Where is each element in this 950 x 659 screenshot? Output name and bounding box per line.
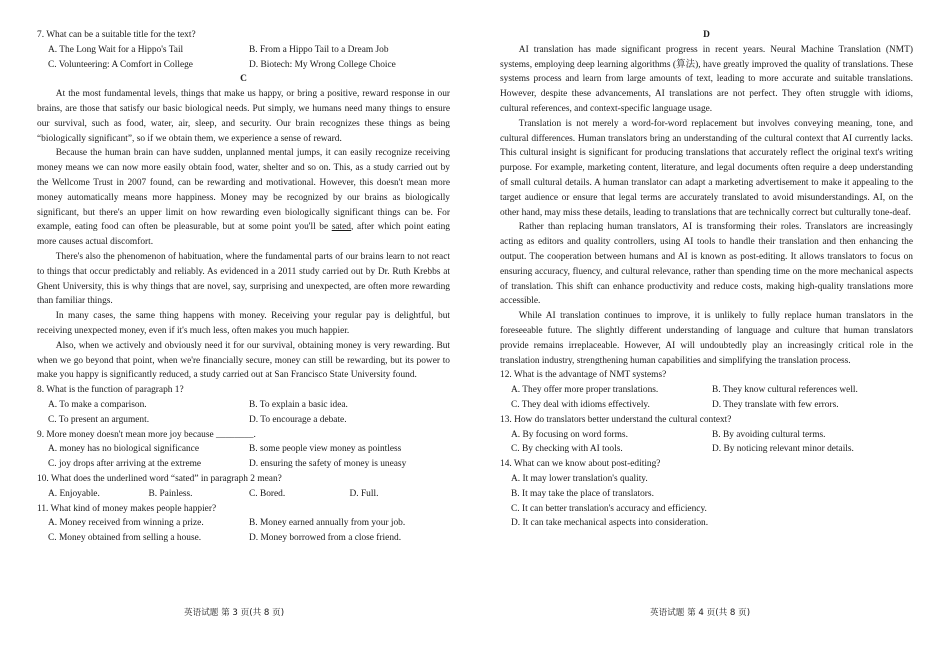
question-13: 13. How do translators better understand the cultural context? [500,414,732,425]
page-footer-right: 英语试题 第 4 页(共 8 页) [650,608,751,618]
question-11-option-c: C. Money obtained from selling a house. [48,533,202,544]
question-12: 12. What is the advantage of NMT systems? [500,370,667,381]
underlined-word-sated: sated [331,222,351,233]
question-14: 14. What can we know about post-editing? [500,459,661,470]
question-8-option-b: B. To explain a basic idea. [249,399,348,410]
question-8: 8. What is the function of paragraph 1? [37,385,184,396]
question-8-option-a: A. To make a comparison. [48,399,147,410]
question-7: 7. What can be a suitable title for the text? [37,30,196,40]
question-7-option-a: A. The Long Wait for a Hippo's Tail [48,44,184,55]
question-10-option-b: B. Painless. [148,488,193,499]
passage-c-paragraph-4: In many cases, the same thing happens with money. Receiving your regular pay is delightful, but receiving unexpected money, even if it's much less, often makes you much happier. [37,311,450,336]
question-10-options [37,487,450,502]
question-10-option-c: C. Bored. [249,488,286,499]
question-13-option-b: B. By avoiding cultural terms. [712,429,826,440]
question-9: 9. More money doesn't mean more joy because ________. [37,429,256,440]
paragraph-2-text-end: , after which point eating more causes actual discomfort. [37,222,450,248]
passage-d-paragraph-2: Translation is not merely a word-for-word replacement but involves conveying meaning, tone, and cultural differences. Human translators bring an understanding of the cultural context that AI currently lacks. This cultural insight is significant for producing translations that accurately reflect the original text's writing purpose. For example, marketing content, literature, and legal documents often require a deep understanding of small cultural details. A human translator can adapt a marketing advertisement to make it appealing to the target audience or ensure that legal terms are accurately translated to avoid misunderstandings. AI, on the other hand, may miss these details, leading to translations that are technically correct but culturally tone-deaf. [500,118,913,218]
passage-d-paragraph-4: While AI translation continues to improve, it is unlikely to fully replace human translators in the foreseeable future. The slightly different understanding of language and culture that human translators provide remains irreplaceable. However, AI will undoubtedly play an increasingly critical role in the translation industry, strengthening human capabilities and simplifying the translation process. [500,311,913,366]
question-7-option-b: B. From a Hippo Tail to a Dream Job [249,44,389,55]
question-12-option-a: A. They offer more proper translations. [511,385,659,396]
question-12-option-d: D. They translate with few errors. [712,399,839,410]
question-7-option-c: C. Volunteering: A Comfort in College [48,59,193,70]
question-14-option-c: C. It can better translation's accuracy and efficiency. [511,503,707,514]
question-11-options [37,516,450,546]
question-12-option-b: B. They know cultural references well. [712,385,858,396]
question-13-options [500,428,913,458]
question-13-option-d: D. By noticing relevant minor details. [712,444,854,455]
question-12-options [500,383,913,413]
question-8-option-d: D. To encourage a debate. [249,414,347,425]
question-8-option-c: C. To present an argument. [48,414,150,425]
passage-c-paragraph-2 [37,146,450,250]
question-10-option-d: D. Full. [349,488,379,499]
question-11: 11. What kind of money makes people happier? [37,503,217,514]
question-14-option-d: D. It can take mechanical aspects into consideration. [511,518,709,529]
question-9-option-b: B. some people view money as pointless [249,444,402,455]
question-7-options [37,43,450,73]
question-7-option-d: D. Biotech: My Wrong College Choice [249,59,396,70]
passage-d-paragraph-1: AI translation has made significant progress in recent years. Neural Machine Translation (NMT) systems, employing deep learning algorithms (算法), have greatly improved the quality of translations. These systems process and learn from large amounts of text, leading to more accurate and suitable translations. However, despite these advancements, AI translations are not perfect. They often struggle with idioms, cultural references, and context-specific language usage. [500,44,913,114]
question-11-option-b: B. Money earned annually from your job. [249,518,406,529]
right-page [500,28,913,531]
question-10-option-a: A. Enjoyable. [48,488,100,499]
page-footer-left: 英语试题 第 3 页(共 8 页) [184,608,285,618]
question-13-option-c: C. By checking with AI tools. [511,444,623,455]
question-14-option-b: B. It may take the place of translators. [511,488,654,499]
question-11-option-a: A. Money received from winning a prize. [48,518,204,529]
question-12-option-c: C. They deal with idioms effectively. [511,399,650,410]
question-14-option-a: A. It may lower translation's quality. [511,473,648,484]
passage-d-heading: D [703,30,710,40]
question-13-option-a: A. By focusing on word forms. [511,429,628,440]
passage-c-paragraph-5: Also, when we actively and obviously need it for our survival, obtaining money is very rewarding. But when we go beyond that point, when we're financially secure, money can still be rewarding, but its power to make you happy is significantly reduced, a study carried out at San Francisco State University found. [37,340,450,381]
passage-d-paragraph-3: Rather than replacing human translators, AI is transforming their roles. Translators are increasingly acting as editors and quality controllers, using AI tools to handle their translation and then enhancing the output. The cooperation between humans and AI is known as post-editing. It allows translators to focus on ensuring accuracy, fluency, and cultural relevance, rather than spending time on the more mechanical aspects of translation. This shift can enhance productivity and reduce costs, making high-quality translations more accessible. [500,222,913,307]
question-14-options [500,472,913,531]
question-9-options [37,442,450,472]
left-page [37,28,450,546]
question-9-option-a: A. money has no biological significance [48,444,200,455]
question-9-option-c: C. joy drops after arriving at the extreme [48,459,202,470]
paragraph-2-text-start: Because the human brain can have sudden, unplanned mental jumps, it can easily recognize receiving money means we can now more easily obtain food, water, shelter and so on. This, as a study carried out by the Wellcome Trust in 2007 found, can be rewarding and motivational. However, this doesn't mean more money automatically means more happiness. Money may be recognized by our brains as biologically significant, but there's an upper limit on how rewarding even biologically significant things can be. For example, eating food can often be pleasurable, but at some point you'll be [37,148,450,233]
question-11-option-d: D. Money borrowed from a close friend. [249,533,402,544]
passage-c-heading: C [240,74,247,85]
question-10: 10. What does the underlined word “sated” in paragraph 2 mean? [37,473,282,484]
passage-c-paragraph-1: At the most fundamental levels, things that make us happy, or bring a positive, reward response in our brains, are those that satisfy our basic biological needs. Put simply, we humans need many things to ensure our survival, such as food, water, air, sleep, and security. Our brain recognizes these things as being “biologically significant”, so if we obtain them, we experience a sense of reward. [37,89,450,144]
passage-c-paragraph-3: There's also the phenomenon of habituation, where the fundamental parts of our brains learn to not react to things that occur predictably and reliably. As evidenced in a 2011 study carried out by Dr. Ruth Krebbs at Ghent University, this is why things that are novel, say, surprising and unexpected, are often more rewarding than familiar things. [37,251,450,307]
question-8-options [37,398,450,428]
question-9-option-d: D. ensuring the safety of money is uneasy [249,459,407,470]
